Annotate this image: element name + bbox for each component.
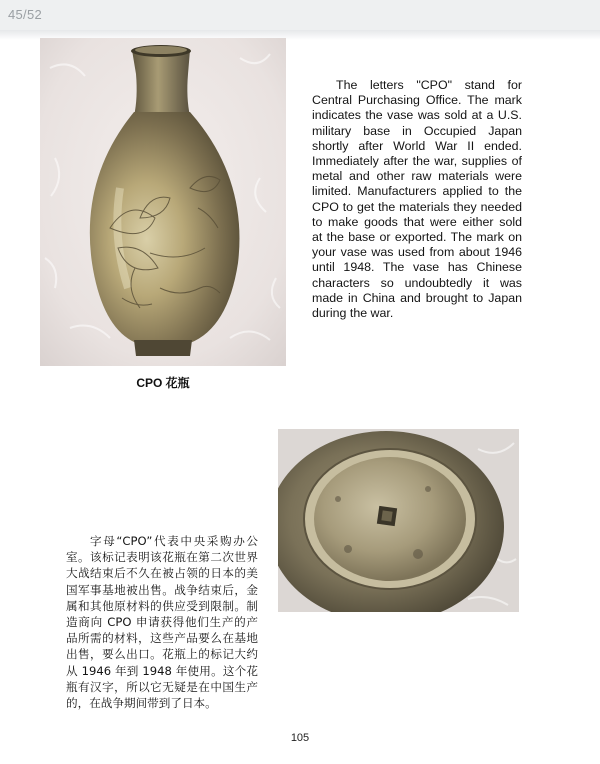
page-number: 105 <box>290 732 310 744</box>
chinese-paragraph: 字母“CPO”代表中央采购办公室。该标记表明该花瓶在第二次世界大战结束后不久在被占领的日本的美国军事基地被出售。战争结束后，金属和其他原材料的供应受到限制。制造商向 CPO 申请获得他们生产的产品所需的材料，这些产品要么在基地出售，要么出口。花瓶上的标记大约从 1946 年到 1948 年使用。这个花瓶有汉字，所以它无疑是在中国生产的，在战争期间带到了日本。 <box>66 534 258 711</box>
english-paragraph: The letters "CPO" stand for Central Purchasing Office. The mark indicates the vase was sold at a U.S. military base in Occupied Japan shortly after World War II ended. Immediately after the war, supplies of metal and other raw materials were limited. Manufacturers applied to the CPO to get the materials they needed to make goods that were either sold at the base or exported. The mark on your vase was used from about 1946 until 1948. The vase has Chinese characters so undoubtedly it was made in China and brought to Japan during the war. <box>312 78 522 321</box>
vase-caption: CPO 花瓶 <box>136 376 190 390</box>
vase-photo <box>40 38 286 366</box>
vase-base-photo <box>278 429 519 612</box>
page-counter: 45/52 <box>8 7 43 22</box>
viewer-toolbar <box>0 0 600 30</box>
document-page[interactable] <box>0 30 600 764</box>
